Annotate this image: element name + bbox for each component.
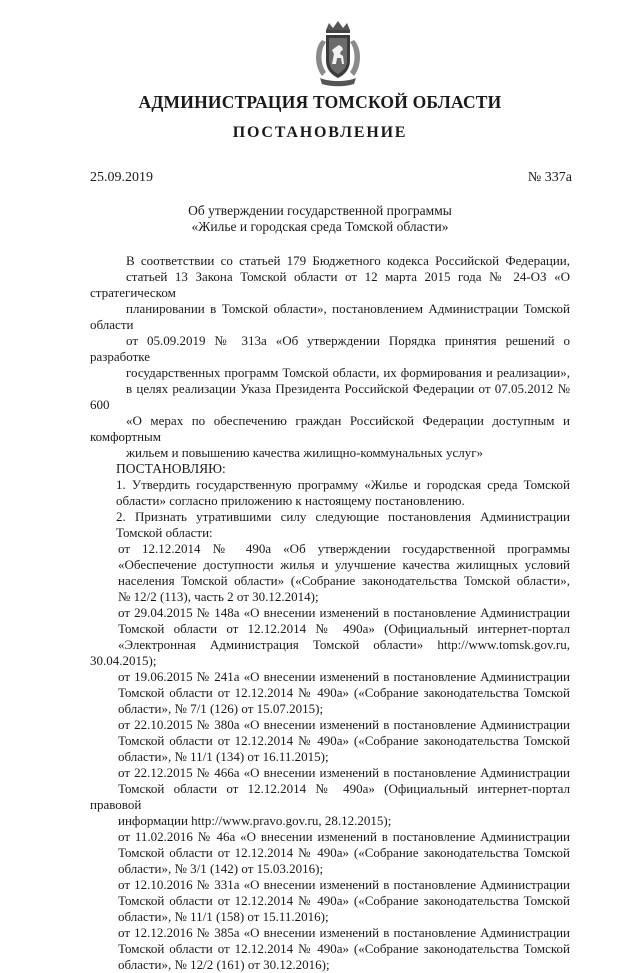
item-1-paragraph [90, 477, 570, 509]
document-title [0, 203, 640, 235]
text-line: от 22.12.2015 № 466а «О внесении изменений в постановление Администрации [118, 765, 570, 780]
repealed-entry [90, 829, 570, 877]
text-line: от 11.02.2016 № 46а «О внесении изменений в постановление Администрации [118, 829, 570, 844]
text-line: области», № 7/1 (126) от 15.07.2015); [118, 701, 324, 716]
text-line: от 05.09.2019 № 313а «Об утверждении Порядка принятия решений о разработке [90, 333, 570, 364]
repealed-entry [90, 669, 570, 717]
text-line: Томской области от 12.12.2014 № 490а» («Собрание законодательства Томской [118, 941, 570, 956]
text-line: от 12.10.2016 № 331а «О внесении изменений в постановление Администрации [118, 877, 570, 892]
repealed-entry [90, 605, 570, 669]
text-line: Томской области от 12.12.2014 № 490а» («Собрание законодательства Томской [118, 685, 570, 700]
text-line: области», № 11/1 (134) от 16.11.2015); [118, 749, 329, 764]
text-line: государственных программ Томской области, их формирования и реализации», [126, 365, 570, 380]
text-line: области», № 12/2 (161) от 30.12.2016); [118, 957, 330, 972]
repealed-entry [90, 717, 570, 765]
text-line: Томской области от 12.12.2014 № 490а» («Собрание законодательства Томской [118, 845, 570, 860]
text-line: Томской области от 12.12.2014 № 490а» («Собрание законодательства Томской [118, 733, 570, 748]
text-line: информации http://www.pravo.gov.ru, 28.12.2015); [118, 813, 392, 828]
text-line: В соответствии со статьей 179 Бюджетного кодекса Российской Федерации, [126, 253, 570, 268]
preamble-paragraph [90, 253, 570, 461]
text-line: области», № 3/1 (142) от 15.03.2016); [118, 861, 324, 876]
repealed-entry [90, 541, 570, 605]
text-line: от 12.12.2014 № 490а «Об утверждении государственной программы [118, 541, 570, 556]
text-line: 2. Признать утратившими силу следующие постановления Администрации [116, 509, 570, 524]
text-line: области» согласно приложению к настоящему постановлению. [116, 493, 465, 508]
text-line: от 22.10.2015 № 380а «О внесении изменений в постановление Администрации [118, 717, 570, 732]
text-line: от 12.12.2016 № 385а «О внесении изменений в постановление Администрации [118, 925, 570, 940]
text-line: № 12/2 (113), часть 2 от 30.12.2014); [118, 589, 319, 604]
text-line: планировании в Томской области», постановлением Администрации Томской области [90, 301, 570, 332]
text-line: «Обеспечение доступности жилья и улучшение качества жилищных условий [118, 557, 570, 572]
organization-name: АДМИНИСТРАЦИЯ ТОМСКОЙ ОБЛАСТИ [138, 92, 502, 112]
repealed-entry [90, 925, 570, 973]
document-number: № 337а [527, 170, 572, 185]
text-line: «О мерах по обеспечению граждан Российской Федерации доступным и комфортным [90, 413, 570, 444]
text-line: в целях реализации Указа Президента Российской Федерации от 07.05.2012 № 600 [90, 381, 570, 412]
text-line: 1. Утвердить государственную программу «Жилье и городская среда Томской [116, 477, 570, 492]
title-line: «Жилье и городская среда Томской области» [191, 219, 449, 234]
document-type: ПОСТАНОВЛЕНИЕ [232, 124, 408, 141]
document-body [90, 253, 570, 973]
text-line: населения Томской области» («Собрание законодательства Томской области», [118, 573, 570, 588]
text-line: жильем и повышению качества жилищно-коммунальных услуг» [126, 445, 484, 460]
repealed-entry [90, 765, 570, 829]
text-line: «Электронная Администрация Томской области» http://www.tomsk.gov.ru, 30.04.2015); [90, 637, 570, 668]
repealed-entry [90, 877, 570, 925]
item-2-paragraph [90, 509, 570, 541]
text-line: Томской области от 12.12.2014 № 490а» (Официальный интернет-портал правовой [90, 781, 570, 812]
text-line: Томской области от 12.12.2014 № 490а» (Официальный интернет-портал [118, 621, 570, 636]
text-line: Томской области: [116, 525, 213, 540]
text-line: Томской области от 12.12.2014 № 490а» («Собрание законодательства Томской [118, 893, 570, 908]
title-line: Об утверждении государственной программы [188, 203, 452, 218]
text-line: статьей 13 Закона Томской области от 12 марта 2015 года № 24-ОЗ «О стратегическом [90, 269, 570, 300]
text-line: от 19.06.2015 № 241а «О внесении изменений в постановление Администрации [118, 669, 570, 684]
postanovlyayu-heading: ПОСТАНОВЛЯЮ: [116, 461, 226, 476]
coat-of-arms-icon [312, 20, 364, 88]
text-line: от 29.04.2015 № 148а «О внесении изменений в постановление Администрации [118, 605, 570, 620]
text-line: области», № 11/1 (158) от 15.11.2016); [118, 909, 329, 924]
document-date: 25.09.2019 [90, 170, 153, 185]
